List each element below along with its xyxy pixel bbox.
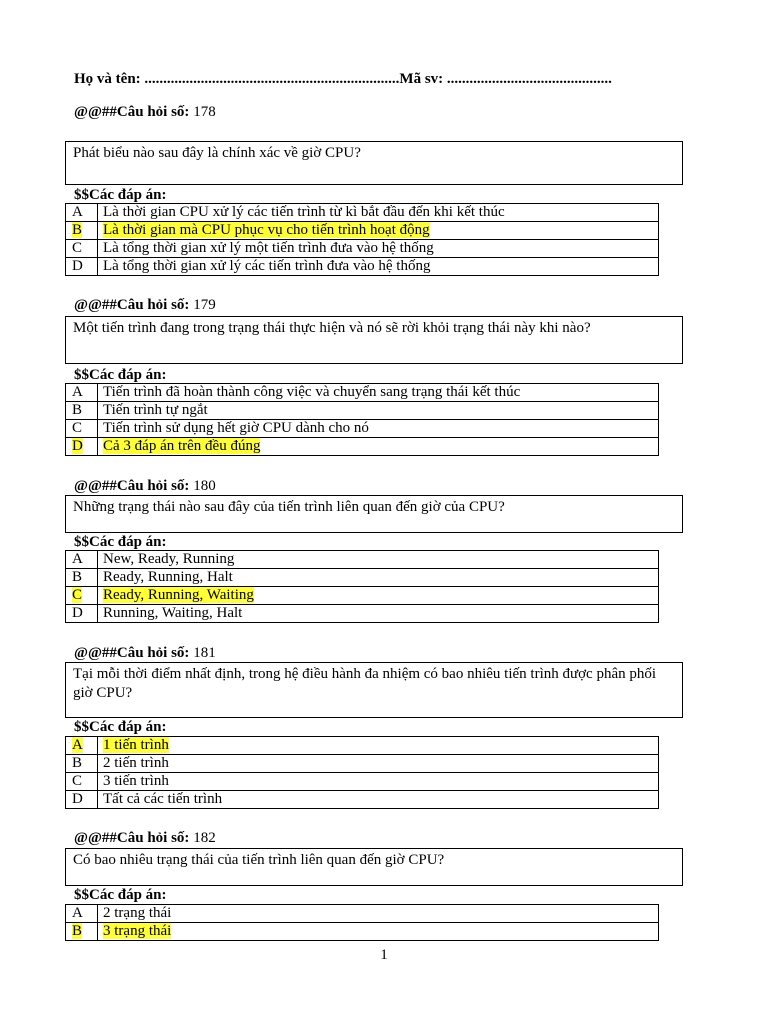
answer-letter <box>66 420 98 438</box>
answer-letter-text: D <box>72 791 83 807</box>
answer-text-content: 2 tiến trình <box>103 755 169 771</box>
answer-text-content: Tiến trình tự ngắt <box>103 402 208 418</box>
answer-text <box>98 905 659 923</box>
answer-option-row <box>66 791 659 809</box>
answer-option-row <box>66 905 659 923</box>
answer-option-row <box>66 420 659 438</box>
answer-text-content: 1 tiến trình <box>103 737 169 753</box>
answer-letter-text: A <box>72 905 83 921</box>
question-text-box: Phát biểu nào sau đây là chính xác về giờ CPU? <box>65 141 683 185</box>
answer-letter <box>66 569 98 587</box>
answer-text-content: Tiến trình đã hoàn thành công việc và chuyển sang trạng thái kết thúc <box>103 384 521 400</box>
answer-letter <box>66 204 98 222</box>
answer-text <box>98 755 659 773</box>
answer-letter-text: C <box>72 773 83 789</box>
answer-text-content: Là thời gian mà CPU phục vụ cho tiến trình hoạt động <box>103 222 430 238</box>
answer-table <box>65 550 659 623</box>
answer-table <box>65 736 659 809</box>
answer-letter <box>66 605 98 623</box>
question-text-box: Những trạng thái nào sau đây của tiến trình liên quan đến giờ của CPU? <box>65 495 683 533</box>
answer-option-row <box>66 737 659 755</box>
answer-text-content: Là tổng thời gian xử lý các tiến trình đưa vào hệ thống <box>103 258 431 274</box>
question-prefix: @@##Câu hỏi số: <box>74 645 190 661</box>
answer-option-row <box>66 384 659 402</box>
answer-text <box>98 384 659 402</box>
answer-letter-text: A <box>72 204 83 220</box>
question-prefix: @@##Câu hỏi số: <box>74 478 190 494</box>
answers-label: $$Các đáp án: <box>74 367 167 383</box>
answer-option-row <box>66 438 659 456</box>
answer-text <box>98 587 659 605</box>
answer-letter-text: A <box>72 551 83 567</box>
answer-text <box>98 420 659 438</box>
question-text-box: Một tiến trình đang trong trạng thái thực hiện và nó sẽ rời khỏi trạng thái này khi nào? <box>65 316 683 364</box>
answer-text-content: Ready, Running, Halt <box>103 569 233 585</box>
answer-text-content: Running, Waiting, Halt <box>103 605 243 621</box>
answer-option-row <box>66 240 659 258</box>
answer-option-row <box>66 551 659 569</box>
answer-letter <box>66 923 98 941</box>
answer-letter <box>66 384 98 402</box>
question-number: 179 <box>193 297 216 313</box>
answer-letter-text: C <box>72 240 83 256</box>
question-text-box: Tại mỗi thời điểm nhất định, trong hệ điều hành đa nhiệm có bao nhiêu tiến trình được phân phối giờ CPU? <box>65 662 683 718</box>
answers-label: $$Các đáp án: <box>74 719 167 735</box>
question-number-line <box>74 296 216 314</box>
answer-letter <box>66 737 98 755</box>
answer-letter <box>66 905 98 923</box>
answer-option-row <box>66 204 659 222</box>
answer-text-content: 2 trạng thái <box>103 905 172 921</box>
answer-option-row <box>66 923 659 941</box>
answer-text <box>98 551 659 569</box>
question-prefix: @@##Câu hỏi số: <box>74 104 190 120</box>
question-number-line <box>74 477 216 495</box>
answer-text-content: 3 trạng thái <box>103 923 172 939</box>
answer-text-content: Ready, Running, Waiting <box>103 587 254 603</box>
answer-table <box>65 383 659 456</box>
question-number: 182 <box>193 830 216 846</box>
answer-letter <box>66 222 98 240</box>
answer-option-row <box>66 755 659 773</box>
question-number: 178 <box>193 104 216 120</box>
answer-letter-text: D <box>72 438 83 454</box>
answer-text <box>98 402 659 420</box>
answer-letter-text: B <box>72 755 83 771</box>
answer-letter-text: D <box>72 605 83 621</box>
answer-text-content: Là thời gian CPU xử lý các tiến trình từ kì bắt đầu đến khi kết thúc <box>103 204 505 220</box>
answer-text <box>98 791 659 809</box>
answer-table <box>65 203 659 276</box>
answer-text <box>98 222 659 240</box>
answer-letter-text: B <box>72 923 83 939</box>
answer-letter-text: B <box>72 569 83 585</box>
student-id-field-dots: ............................................ <box>446 71 612 87</box>
answer-text <box>98 605 659 623</box>
answers-label: $$Các đáp án: <box>74 187 167 203</box>
answer-text <box>98 258 659 276</box>
answer-text-content: Cả 3 đáp án trên đều đúng <box>103 438 261 454</box>
answer-option-row <box>66 605 659 623</box>
answer-option-row <box>66 402 659 420</box>
answer-option-row <box>66 773 659 791</box>
student-info-line <box>74 70 612 88</box>
answer-letter-text: C <box>72 587 83 603</box>
name-label: Họ và tên: <box>74 71 141 87</box>
answer-text-content: Tất cả các tiến trình <box>103 791 223 807</box>
answer-letter <box>66 587 98 605</box>
answer-letter-text: C <box>72 420 83 436</box>
answer-text <box>98 204 659 222</box>
answer-text-content: 3 tiến trình <box>103 773 169 789</box>
answer-letter <box>66 755 98 773</box>
answer-letter <box>66 551 98 569</box>
answer-option-row <box>66 569 659 587</box>
answers-label: $$Các đáp án: <box>74 887 167 903</box>
answer-letter <box>66 791 98 809</box>
answer-option-row <box>66 587 659 605</box>
answer-text-content: New, Ready, Running <box>103 551 235 567</box>
answers-label: $$Các đáp án: <box>74 534 167 550</box>
answer-text <box>98 923 659 941</box>
answer-letter-text: B <box>72 222 83 238</box>
question-number: 181 <box>193 645 216 661</box>
answer-letter <box>66 258 98 276</box>
answer-table <box>65 904 659 941</box>
page-number: 1 <box>380 947 388 963</box>
question-number-line <box>74 829 216 847</box>
answer-option-row <box>66 258 659 276</box>
question-text-box: Có bao nhiêu trạng thái của tiến trình liên quan đến giờ CPU? <box>65 848 683 886</box>
answer-letter <box>66 402 98 420</box>
question-number-line <box>74 644 216 662</box>
answer-text-content: Là tổng thời gian xử lý một tiến trình đưa vào hệ thống <box>103 240 434 256</box>
answer-text <box>98 737 659 755</box>
answer-letter <box>66 438 98 456</box>
answer-letter-text: B <box>72 402 83 418</box>
answer-text-content: Tiến trình sử dụng hết giờ CPU dành cho nó <box>103 420 369 436</box>
answer-letter-text: D <box>72 258 83 274</box>
question-number-line <box>74 103 216 121</box>
answer-letter <box>66 773 98 791</box>
answer-letter <box>66 240 98 258</box>
answer-text <box>98 438 659 456</box>
student-id-label: Mã sv: <box>399 71 444 87</box>
answer-text <box>98 240 659 258</box>
answer-text <box>98 773 659 791</box>
answer-text <box>98 569 659 587</box>
answer-option-row <box>66 222 659 240</box>
question-prefix: @@##Câu hỏi số: <box>74 297 190 313</box>
answer-letter-text: A <box>72 384 83 400</box>
question-prefix: @@##Câu hỏi số: <box>74 830 190 846</box>
answer-letter-text: A <box>72 737 83 753</box>
question-number: 180 <box>193 478 216 494</box>
name-field-dots: .................................................................... <box>144 71 400 87</box>
